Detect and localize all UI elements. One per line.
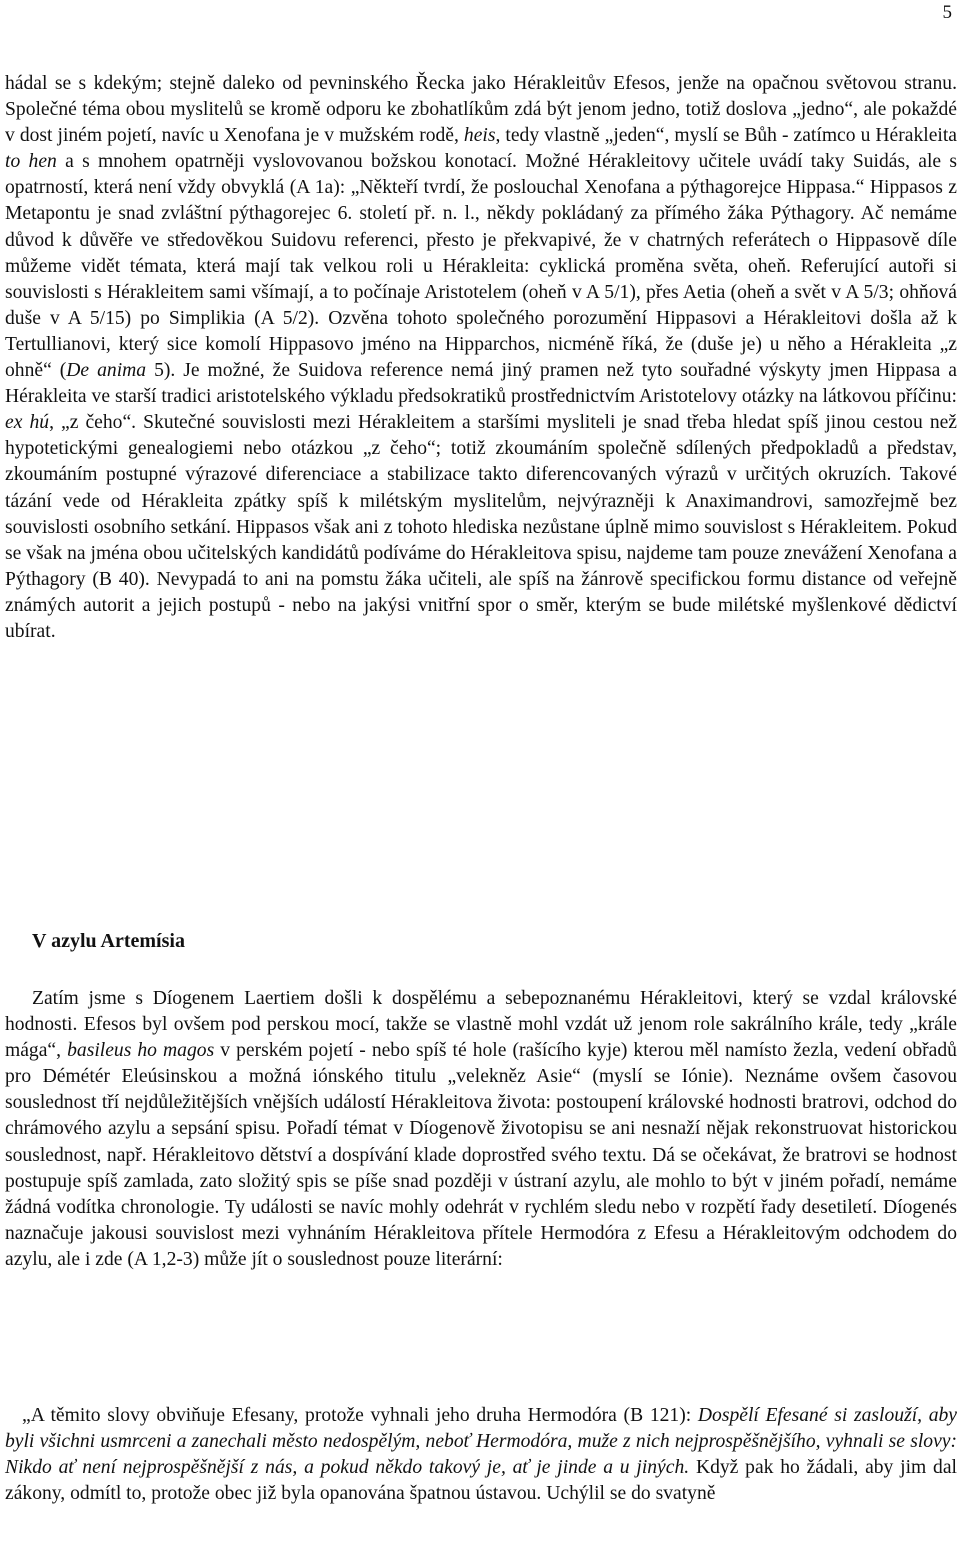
- paragraph-text: [5, 1403, 957, 1507]
- page-number: 5: [942, 2, 952, 23]
- paragraph-text: [5, 986, 957, 1273]
- text-run: Zatím jsme s Díogenem Laertiem došli k dospělému a sebepoznanému Hérakleitovi, který se vzdal královské hodnosti. Efesos byl ovšem pod perskou mocí, takže se vlastně mohl vzdát už jenom role sakrálního krále, tedy „krále mága“,: [5, 988, 957, 1062]
- text-run: Když pak ho žádali, aby jim dal zákony, odmítl to, protože obec již byla opanována špatnou ústavou. Uchýlil se do svatyně: [5, 1457, 957, 1505]
- section-heading: V azylu Artemísia: [32, 930, 185, 952]
- quotation-paragraph: [5, 1403, 957, 1507]
- italic-term: basileus ho magos: [67, 1040, 215, 1062]
- text-run: v perském pojetí - nebo spíš té hole (rašícího kyje) kterou měl namísto žezla, vedení obřadů pro Démétér Eleúsinskou a možná iónského titulu „velekněz Asie“ (myslí se Iónie). Neznáme ovšem časovou souslednost tří nejdůležitějších vnějších událostí Hérakleitova života: postoupení královské hodnosti bratrovi, odchod do chrámového azylu a sepsání spisu. Pořadí témat v Díogenově životopisu se ani nesnaží nějak rekonstruovat historickou souslednost, např. Hérakleitovo dětství a dospívání klade doprostřed svého textu. Dá se očekávat, že bratrovi se hodnost postupuje spíš zamlada, zato složitý spis se píše snad později v ústraní azylu, ale mohlo to být v jiném pořadí, nemáme žádná vodítka chronologie. Ty události se navíc mohly odehrát v rychlém sledu nebo v rozpětí řady desetiletí. Díogenés naznačuje jakousi souvislost mezi vyhnáním Hérakleitova přítele Hermodóra z Efesu a Hérakleitovým odchodem do azylu, ale i zde (A 1,2-3) může jít o souslednost pouze literární:: [5, 1040, 957, 1270]
- italic-term: ex hú: [5, 412, 50, 434]
- text-run: , „z čeho“. Skutečné souvislosti mezi Hérakleitem a staršími mysliteli je snad třeba hledat spíš jinou cestou než hypotetickými genealogiemi nebo otázkou „z čeho“; totiž zkoumáním společně sdílených předpokladů a představ, zkoumáním postupné výrazové diferenciace a stabilizace takto diferencovaných výrazů v určitých okruzích. Takové tázání vede od Hérakleita zpátky spíš k milétským myslitelům, nejvýrazněji k Anaximandrovi, samozřejmě bez souvislosti osobního setkání. Hippasos však ani z tohoto hlediska nezůstane úplně mimo souvislost s Hérakleitem. Pokud se však na jména obou učitelských kandidátů podíváme do Hérakleitova spisu, najdeme tam pouze znevážení Xenofana a Pýthagory (B 40). Nevypadá to ani na pomstu žáka učiteli, ale spíš na žánrově specifickou formu distance od veřejně známých autorit a jejich postupů - nebo na jakýsi vnitřní spor o směr, kterým se bude milétské myšlenkové dědictví ubírat.: [5, 412, 958, 642]
- text-run: hádal se s kdekým; stejně daleko od pevninského Řecka jako Hérakleitův Efesos, jenže na opačnou světovou stranu. Společné téma obou myslitelů se kromě odporu ke zbohatlíkům zdá být jenom jedno, totiž doslova „jedno“, ale pokaždé v dost jiném pojetí, navíc u Xenofana je v mužském rodě,: [5, 73, 957, 147]
- italic-term: heis: [463, 125, 496, 147]
- text-run: a s mnohem opatrněji vyslovovanou božskou konotací. Možné Hérakleitovy učitele uvádí taky Suidás, ale s opatrností, která není vždy obvyklá (A 1a): „Někteří tvrdí, že poslouchal Xenofana a pýthagorejce Hippasa.“ Hippasos z Metapontu je snad zvláštní pýthagorejec 6. století př. n. l., někdy pokládaný za přímého žáka Pýthagory. Ač nemáme důvod k důvěře ve středověkou Suidovu referenci, přesto je překvapivé, že v chatrných referátech o Hippasově díle můžeme vidět témata, která mají tak velkou roli u Hérakleita: cyklická proměna světa, oheň. Referující autoři si souvislosti s Hérakleitem sami všímají, a to počínaje Aristotelem (oheň v A 5/1), přes Aetia (oheň a svět v A 5/3; ohňová duše v A 5/15) po Simplikia (A 5/2). Ozvěna tohoto společného porozumění Hippasovi a Hérakleitovi došla až k Tertullianovi, který sice komolí Hippasovo jméno na Hipparchos, nicméně říká, že (duše je) u něho a Hérakleita „z ohně“ (: [5, 151, 957, 382]
- italic-term: De anima: [66, 360, 147, 382]
- text-run: , tedy vlastně „jeden“, myslí se Bůh - zatímco u Hérakleita: [495, 125, 957, 147]
- paragraph-text: [5, 71, 957, 645]
- body-paragraph-2: [5, 986, 957, 1273]
- text-run: 5). Je možné, že Suidova reference nemá jiný pramen než tyto souřadné výskyty jmen Hippasa a Hérakleita ve starší tradici aristotelského výkladu předsokratiků prostřednictvím Aristotelovy otázky na látkovou příčinu:: [5, 360, 957, 408]
- body-paragraph-1: [5, 71, 957, 645]
- italic-term: to hen: [5, 151, 57, 173]
- text-run: „A těmito slovy obviňuje Efesany, protože vyhnali jeho druha Hermodóra (B 121):: [22, 1405, 698, 1426]
- italic-quote: Dospělí Efesané si zaslouží, aby byli všichni usmrceni a zanechali město nedospělým, neboť Hermodóra, muže z nich nejprospěšnějšího, vyhnali se slovy: Nikdo ať není nejprospěšnější z nás, a pokud někdo takový je, ať je jinde a u jiných.: [5, 1405, 958, 1479]
